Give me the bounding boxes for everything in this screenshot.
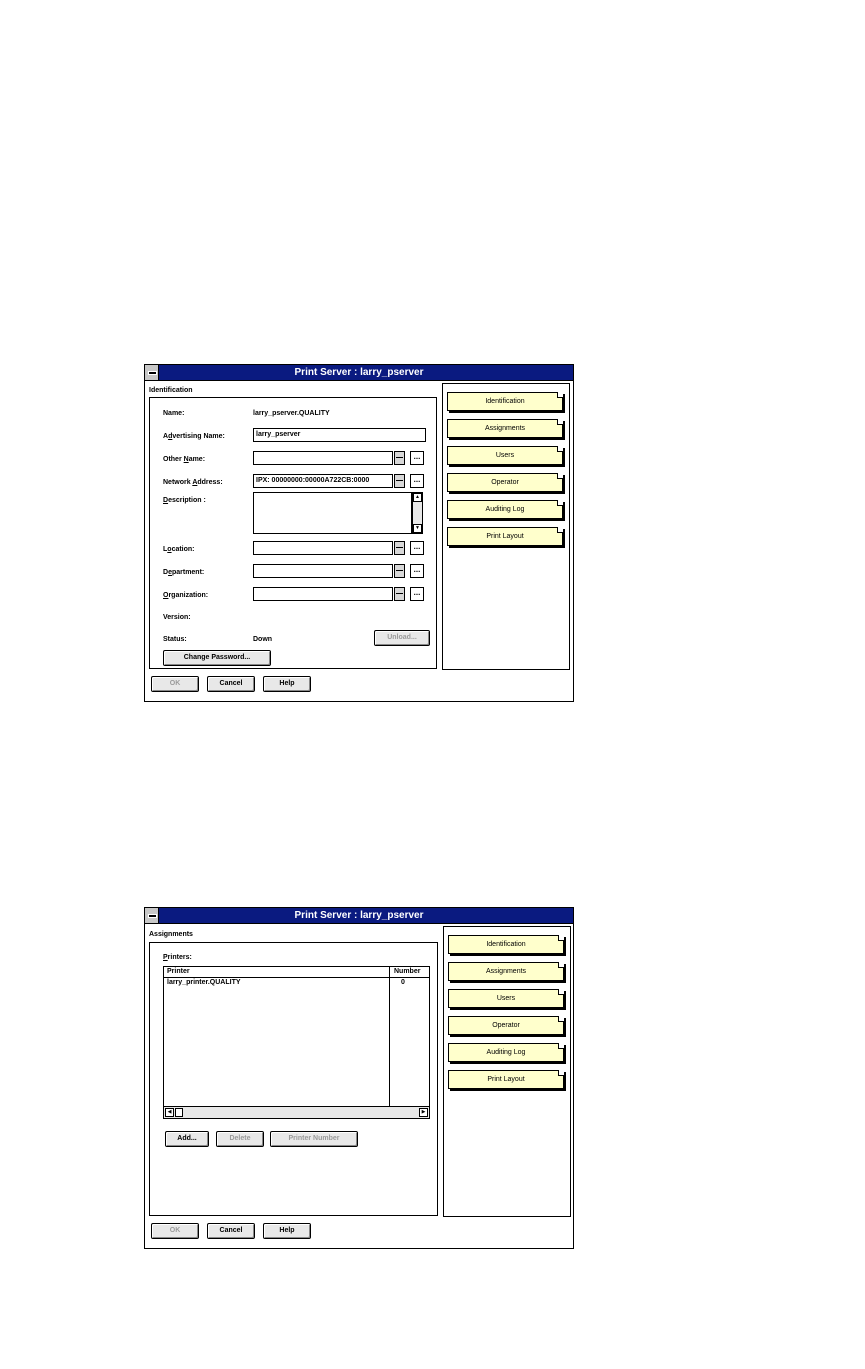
status-value: Down bbox=[253, 636, 273, 643]
tab-assignments[interactable]: Assignments bbox=[448, 962, 564, 981]
printers-list[interactable] bbox=[163, 966, 430, 1119]
title-bar[interactable] bbox=[145, 365, 573, 381]
number-cell: 0 bbox=[401, 979, 405, 986]
other-name-browse-button[interactable]: ... bbox=[410, 451, 424, 465]
advertising-name-label: Advertising Name: bbox=[163, 433, 225, 440]
network-address-spinner[interactable] bbox=[394, 474, 405, 488]
window-title: Print Server : larry_pserver bbox=[294, 910, 424, 921]
tab-identification[interactable]: Identification bbox=[447, 392, 563, 411]
description-textarea[interactable] bbox=[253, 492, 412, 534]
window-title: Print Server : larry_pserver bbox=[294, 367, 424, 378]
help-button[interactable]: Help bbox=[263, 676, 311, 692]
page-tab-panel bbox=[443, 926, 571, 1217]
tab-print-layout[interactable]: Print Layout bbox=[448, 1070, 564, 1089]
department-label: Department: bbox=[163, 569, 205, 576]
organization-spinner[interactable] bbox=[394, 587, 405, 601]
department-spinner[interactable] bbox=[394, 564, 405, 578]
network-address-label: Network Address: bbox=[163, 479, 223, 486]
description-label: Description : bbox=[163, 497, 206, 504]
horizontal-scrollbar[interactable] bbox=[164, 1106, 429, 1118]
location-input[interactable] bbox=[253, 541, 393, 555]
tab-users[interactable]: Users bbox=[448, 989, 564, 1008]
cancel-button[interactable]: Cancel bbox=[207, 1223, 255, 1239]
ok-button[interactable]: OK bbox=[151, 676, 199, 692]
column-header-number[interactable]: Number bbox=[394, 968, 421, 975]
print-server-window-assignments bbox=[144, 907, 574, 1249]
scroll-thumb[interactable] bbox=[175, 1108, 183, 1117]
other-name-label: Other Name: bbox=[163, 456, 206, 463]
printers-label: Printers: bbox=[163, 954, 192, 961]
network-address-browse-button[interactable]: ... bbox=[410, 474, 424, 488]
scroll-left-icon[interactable]: ◀ bbox=[165, 1108, 174, 1117]
organization-label: Organization: bbox=[163, 592, 209, 599]
change-password-button[interactable]: Change Password... bbox=[163, 650, 271, 666]
network-address-input[interactable]: IPX: 00000000:00000A722CB:0000 bbox=[253, 474, 393, 488]
location-spinner[interactable] bbox=[394, 541, 405, 555]
scroll-up-icon[interactable]: ▲ bbox=[413, 493, 422, 502]
tab-auditing-log[interactable]: Auditing Log bbox=[447, 500, 563, 519]
printer-number-button[interactable]: Printer Number bbox=[270, 1131, 358, 1147]
assignments-group bbox=[149, 942, 438, 1216]
description-scrollbar[interactable] bbox=[412, 492, 423, 534]
table-row[interactable] bbox=[164, 979, 429, 989]
add-printer-button[interactable]: Add... bbox=[165, 1131, 209, 1147]
section-title: Identification bbox=[149, 387, 193, 394]
scroll-down-icon[interactable]: ▼ bbox=[413, 524, 422, 533]
tab-operator[interactable]: Operator bbox=[448, 1016, 564, 1035]
tab-operator[interactable]: Operator bbox=[447, 473, 563, 492]
other-name-spinner[interactable] bbox=[394, 451, 405, 465]
column-header-printer[interactable]: Printer bbox=[167, 968, 190, 975]
tab-print-layout[interactable]: Print Layout bbox=[447, 527, 563, 546]
name-value: larry_pserver.QUALITY bbox=[253, 410, 330, 417]
advertising-name-input[interactable]: larry_pserver bbox=[253, 428, 426, 442]
tab-users[interactable]: Users bbox=[447, 446, 563, 465]
department-browse-button[interactable]: ... bbox=[410, 564, 424, 578]
help-button[interactable]: Help bbox=[263, 1223, 311, 1239]
unload-button[interactable]: Unload... bbox=[374, 630, 430, 646]
identification-group bbox=[149, 397, 437, 669]
tab-auditing-log[interactable]: Auditing Log bbox=[448, 1043, 564, 1062]
location-label: Location: bbox=[163, 546, 195, 553]
department-input[interactable] bbox=[253, 564, 393, 578]
title-bar[interactable] bbox=[145, 908, 573, 924]
ok-button[interactable]: OK bbox=[151, 1223, 199, 1239]
tab-assignments[interactable]: Assignments bbox=[447, 419, 563, 438]
cancel-button[interactable]: Cancel bbox=[207, 676, 255, 692]
name-label: Name: bbox=[163, 410, 185, 417]
other-name-input[interactable] bbox=[253, 451, 393, 465]
system-menu-icon[interactable] bbox=[145, 908, 159, 923]
section-title: Assignments bbox=[149, 931, 193, 938]
status-label: Status: bbox=[163, 636, 187, 643]
version-label: Version: bbox=[163, 614, 191, 621]
location-browse-button[interactable]: ... bbox=[410, 541, 424, 555]
printer-cell: larry_printer.QUALITY bbox=[167, 979, 241, 986]
delete-printer-button[interactable]: Delete bbox=[216, 1131, 264, 1147]
page-tab-panel bbox=[442, 383, 570, 670]
organization-input[interactable] bbox=[253, 587, 393, 601]
print-server-window-identification bbox=[144, 364, 574, 702]
tab-identification[interactable]: Identification bbox=[448, 935, 564, 954]
scroll-right-icon[interactable]: ▶ bbox=[419, 1108, 428, 1117]
system-menu-icon[interactable] bbox=[145, 365, 159, 380]
organization-browse-button[interactable]: ... bbox=[410, 587, 424, 601]
